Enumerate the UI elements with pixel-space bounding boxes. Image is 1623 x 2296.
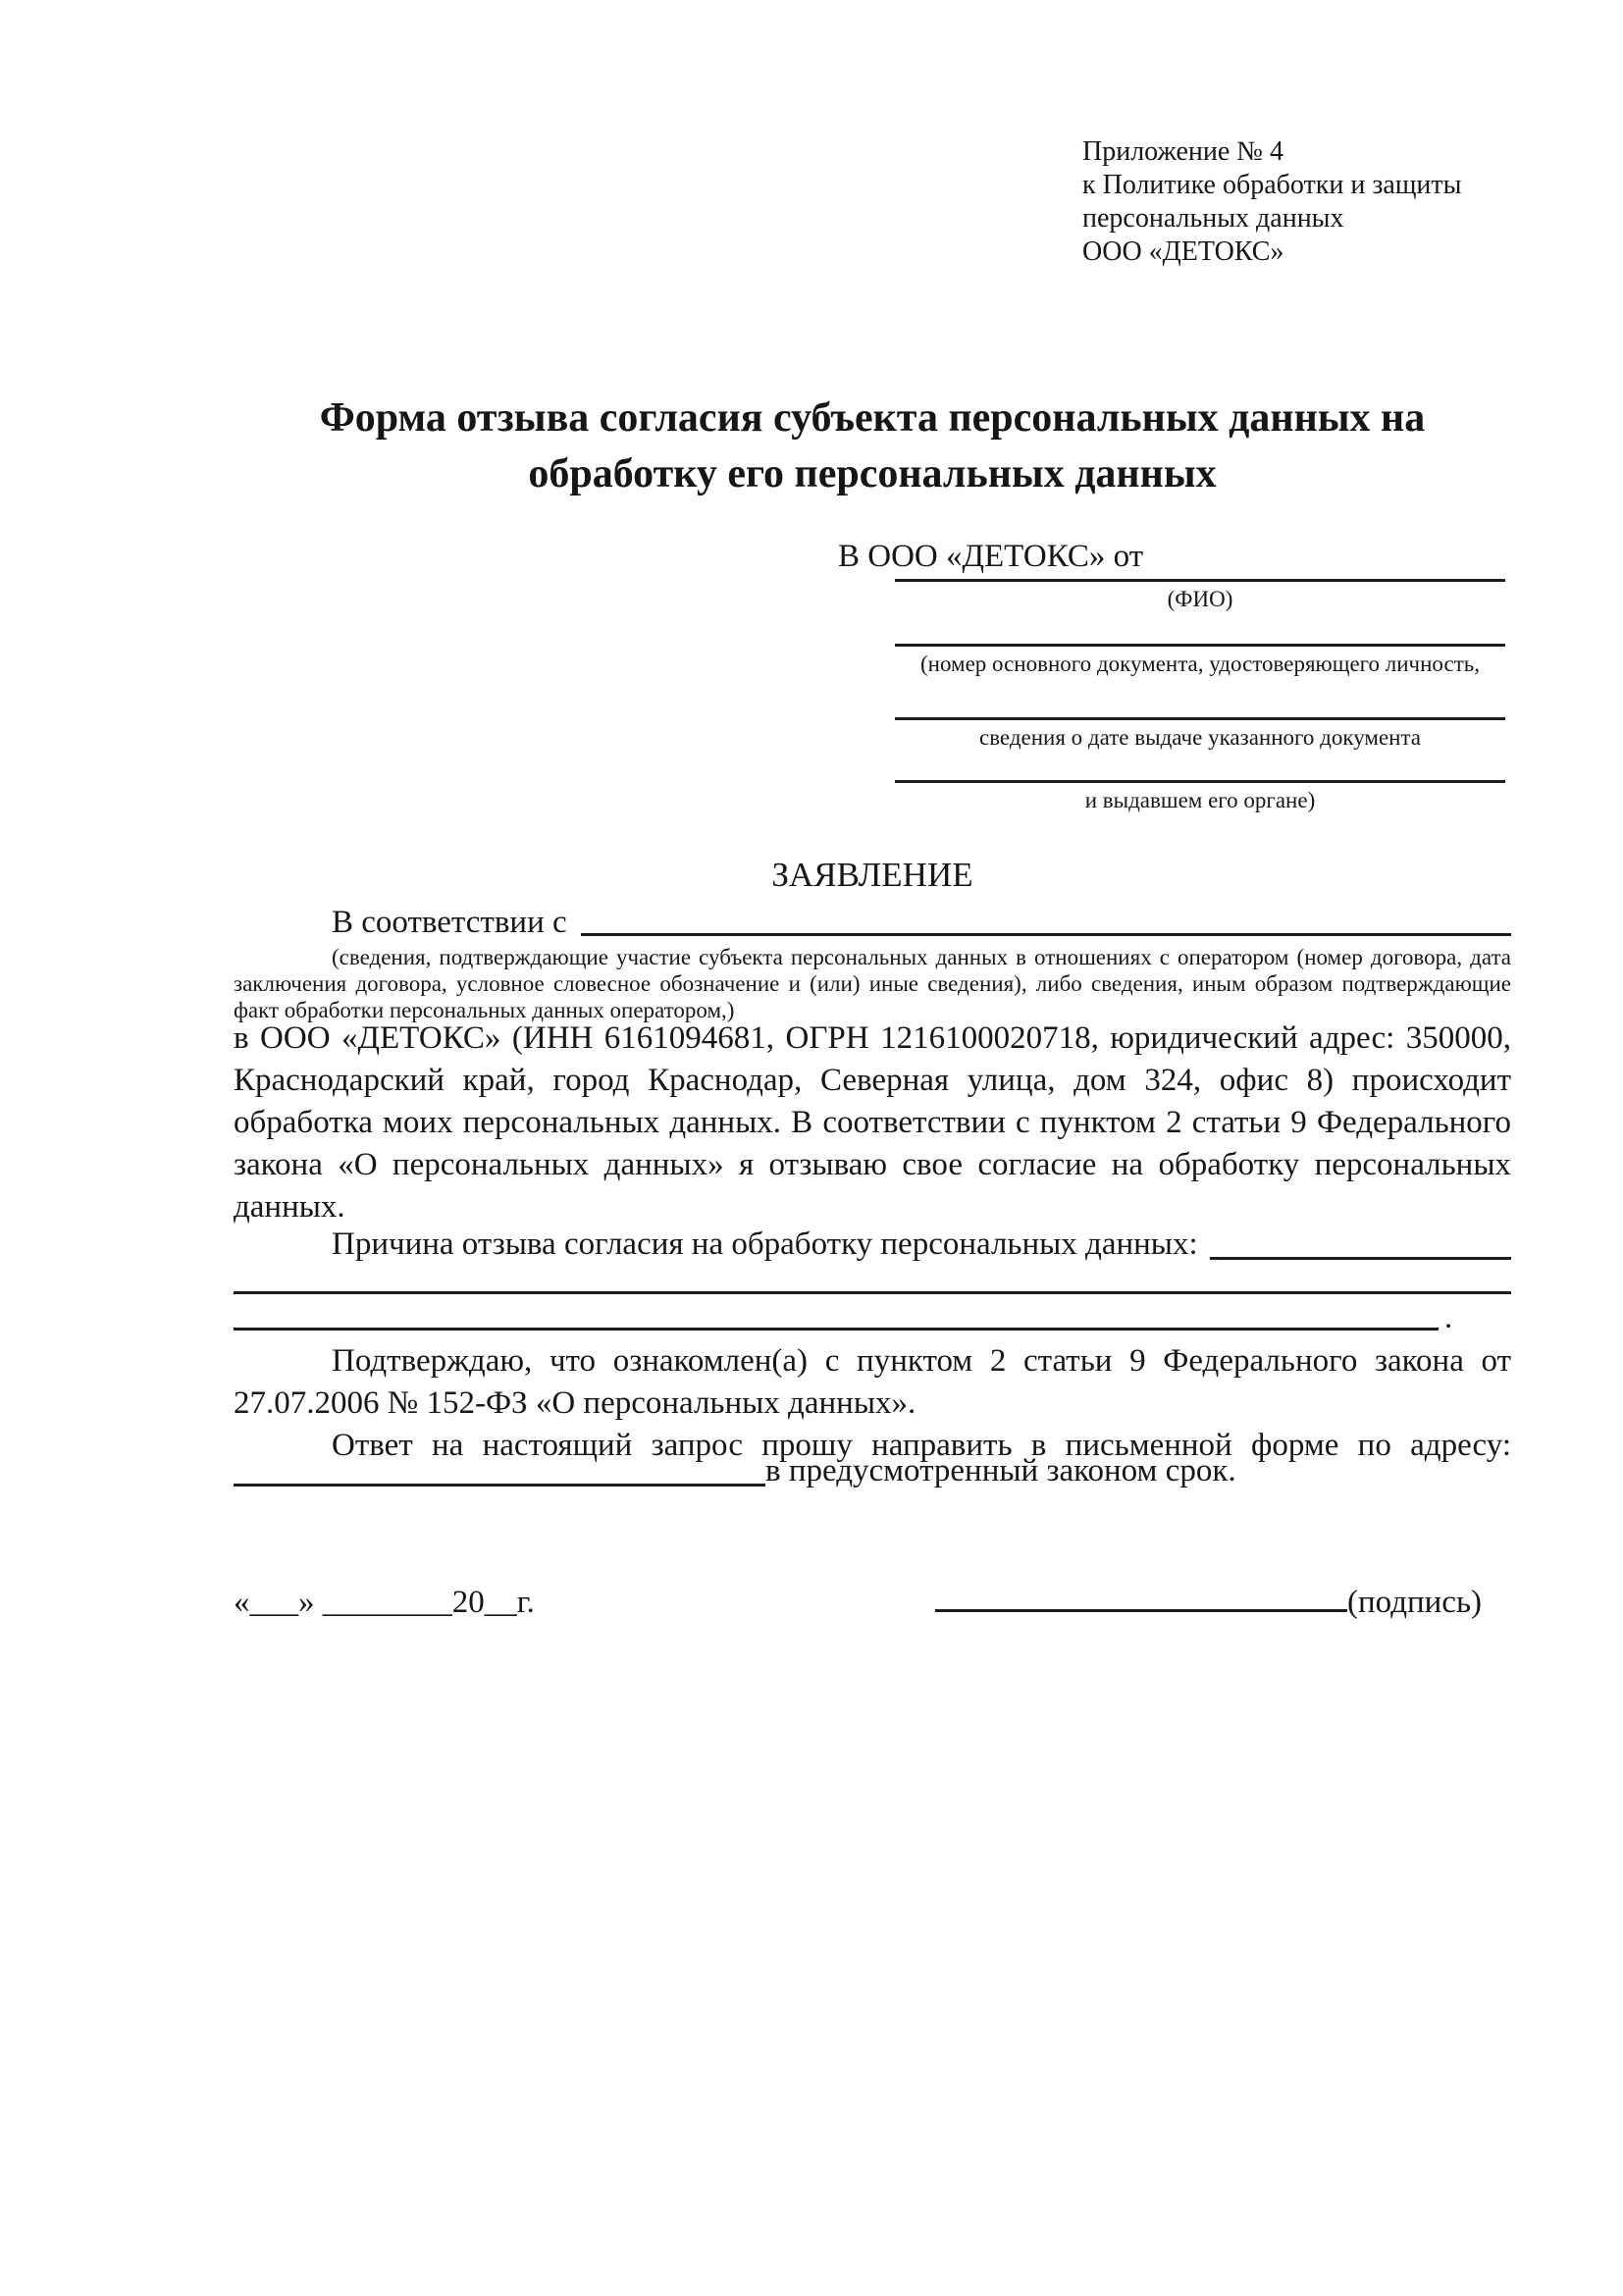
document-number-caption: (номер основного документа, удостоверяющего личность, xyxy=(919,652,1480,676)
reply-request-paragraph: Ответ на настоящий запрос прошу направить в письменной форме по адресу: xyxy=(332,1428,1511,1463)
page-title: Форма отзыва согласия субъекта персональных данных на обработку его персональных данных xyxy=(319,395,1426,496)
issue-date-field xyxy=(895,717,1505,751)
confirmation-paragraph: Подтверждаю, что ознакомлен(а) с пунктом 2 статьи 9 Федерального закона от 27.07.2006 № 152-ФЗ «О персональных данных». xyxy=(234,1343,1511,1421)
date-blank-text: «___» ________20__г. xyxy=(234,1585,535,1620)
reason-row xyxy=(234,1224,1511,1266)
address-blank-line xyxy=(234,1450,765,1487)
reason-blank-line xyxy=(1210,1224,1511,1260)
statement-body: в ООО «ДЕТОКС» (ИНН 6161094681, ОГРН 1216100020718, юридический адрес: 350000, Краснодарский край, город Краснодар, Северная улица, дом 324, офис 8) происходит обработка моих персональных данных. В соответствии с пунктом 2 статьи 9 Федерального закона «О персональных данных» я отзываю свое согласие на обработку персональных данных. xyxy=(234,1020,1511,1225)
reason-label: Причина отзыва согласия на обработку персональных данных: xyxy=(332,1226,1198,1262)
basis-blank-line xyxy=(581,903,1511,936)
issuing-authority-caption: и выдавшем его органе) xyxy=(1084,788,1316,812)
signature-group xyxy=(935,1582,1482,1624)
statement-heading: ЗАЯВЛЕНИЕ xyxy=(771,856,973,894)
appendix-line-4: ООО «ДЕТОКС» xyxy=(1082,236,1284,267)
signature-caption: (подпись) xyxy=(1347,1585,1482,1620)
issuing-authority-field xyxy=(895,780,1505,813)
basis-label: В соответствии с xyxy=(332,905,567,940)
addressee-line: В ООО «ДЕТОКС» от xyxy=(838,539,1144,574)
reason-blank-line-3 xyxy=(234,1300,1511,1335)
reason-blank-line-3-rule xyxy=(234,1305,1439,1331)
explanatory-note: (сведения, подтверждающие участие субъекта персональных данных в отношениях с оператором (номер договора, дата заключения договора, условное словесное обозначение и (или) иные сведения), либо сведения, иным образом подтверждающие факт обработки персональных данных оператором,) xyxy=(234,945,1511,1022)
fio-field xyxy=(895,579,1505,612)
appendix-line-2: к Политике обработки и защиты xyxy=(1082,170,1462,200)
issue-date-caption: сведения о дате выдаче указанного документа xyxy=(978,725,1422,750)
appendix-note xyxy=(1082,135,1553,269)
signature-blank-line xyxy=(935,1609,1347,1612)
reply-tail-text: в предусмотренный законом срок. xyxy=(765,1453,1236,1488)
date-signature-row xyxy=(234,1582,1511,1624)
document-number-field xyxy=(895,644,1505,677)
appendix-line-3: персональных данных xyxy=(1082,203,1344,234)
appendix-line-1: Приложение № 4 xyxy=(1082,136,1283,167)
sentence-period: . xyxy=(1444,1300,1453,1335)
reply-address-row xyxy=(234,1450,1511,1492)
reason-blank-line-2 xyxy=(234,1291,1511,1294)
basis-row xyxy=(234,903,1511,942)
fio-caption: (ФИО) xyxy=(1167,587,1233,611)
